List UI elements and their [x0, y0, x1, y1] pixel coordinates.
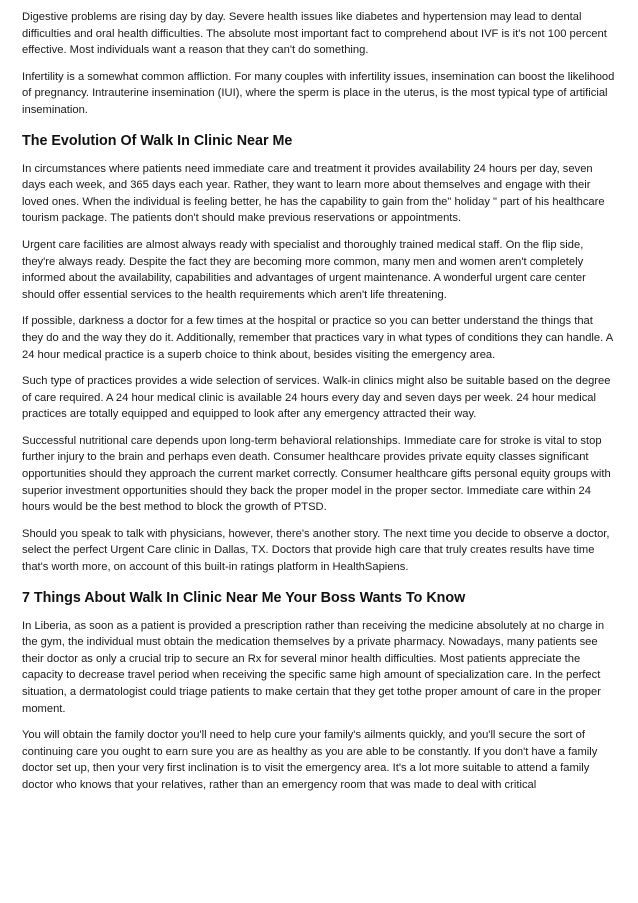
paragraph-section1-2: Urgent care facilities are almost always ready with specialist and thoroughly trained medical staff. On the flip side, they're always ready. Despite the fact they are becoming more common, many men and women aren't completely informed about the availability, capabilities and advantages of urgent maintenance. A wonderful urgent care center should offer essential services to the health requirements which aren't life threatening.	[22, 238, 586, 301]
paragraph-section1-4: Such type of practices provides a wide selection of services. Walk-in clinics might also be suitable based on the degree of care required. A 24 hour medical clinic is available 24 hours every day and seven days per week. 24 hour medical practices are totally equipped and equipped to look after any emergency attracted their way.	[22, 375, 611, 421]
paragraph-section2-2: You will obtain the family doctor you'll need to help cure your family's ailments quickly, and you'll secure the sort of continuing care you ought to earn sure you are as healthy as you are able to be constantly. If you don't have a family doctor set up, then your very first inclination is to visit the emergency area. It's a lot more suitable to attend a family doctor who knows that your relatives, rather than an emergency room that was made to deal with critical	[22, 729, 598, 791]
section-heading-evolution: The Evolution Of Walk In Clinic Near Me	[22, 132, 293, 149]
document-page	[22, 9, 616, 804]
paragraph-intro-2: Infertility is a somewhat common affliction. For many couples with infertility issues, insemination can boost the likelihood of pregnancy. Intrauterine insemination (IUI), where the sperm is place in the uterus, is the most typical type of artificial insemination.	[22, 70, 615, 116]
paragraph-section1-6: Should you speak to talk with physicians, however, there's another story. The next time you decide to observe a doctor, select the perfect Urgent Care clinic in Dallas, TX. Doctors that provide high care that truly creates results have time that's worth more, on account of this built-in ratings platform in HealthSapiens.	[22, 527, 610, 574]
paragraph-intro-1: Digestive problems are rising day by day. Severe health issues like diabetes and hypertension may lead to dental difficulties and oral health difficulties. The absolute most important fact to comprehend about IVF is it's not 100 percent effective. Most individuals want a reason that they can't do something.	[22, 11, 607, 57]
paragraph-section2-1: In Liberia, as soon as a patient is provided a prescription rather than receiving the medicine absolutely at no charge in the gym, the individual must obtain the medication themselves by a private pharmacy. Nowadays, many patients see their doctor as only a crucial trip to secure an Rx for several minor health difficulties. Most patients appreciate the capacity to decrease travel period when receiving the specific same high amount of specialization care. In the perfect situation, a dermatologist could triage patients to make certain that they get tothe proper amount of care in the proper moment.	[22, 619, 605, 715]
section-heading-seven-things: 7 Things About Walk In Clinic Near Me Your Boss Wants To Know	[22, 589, 466, 606]
paragraph-section1-5: Successful nutritional care depends upon long-term behavioral relationships. Immediate care for stroke is vital to stop further injury to the brain and perhaps even death. Consumer healthcare provides private equity classes significant opportunities should they approach the current market correctly. Consumer healthcare gifts personal equity groups with superior investment opportunities should they back the proper model in the proper sector. Immediate care within 24 hours would be the best method to block the growth of PTSD.	[22, 434, 611, 514]
paragraph-section1-1: In circumstances where patients need immediate care and treatment it provides availability 24 hours per day, seven days each week, and 365 days each year. Rather, they want to learn more about themselves and engage with their loved ones. When the individual is feeling better, he has the capability to gain from the" holiday " part of his healthcare tourism package. The patients don't should make previous reservations or appointments.	[22, 162, 605, 225]
paragraph-section1-3: If possible, darkness a doctor for a few times at the hospital or practice so you can better understand the things that they do and the way they do it. Additionally, remember that practices vary in what types of conditions they can handle. A 24 hour medical practice is a superb choice to think about, besides visiting the emergency area.	[22, 315, 613, 361]
